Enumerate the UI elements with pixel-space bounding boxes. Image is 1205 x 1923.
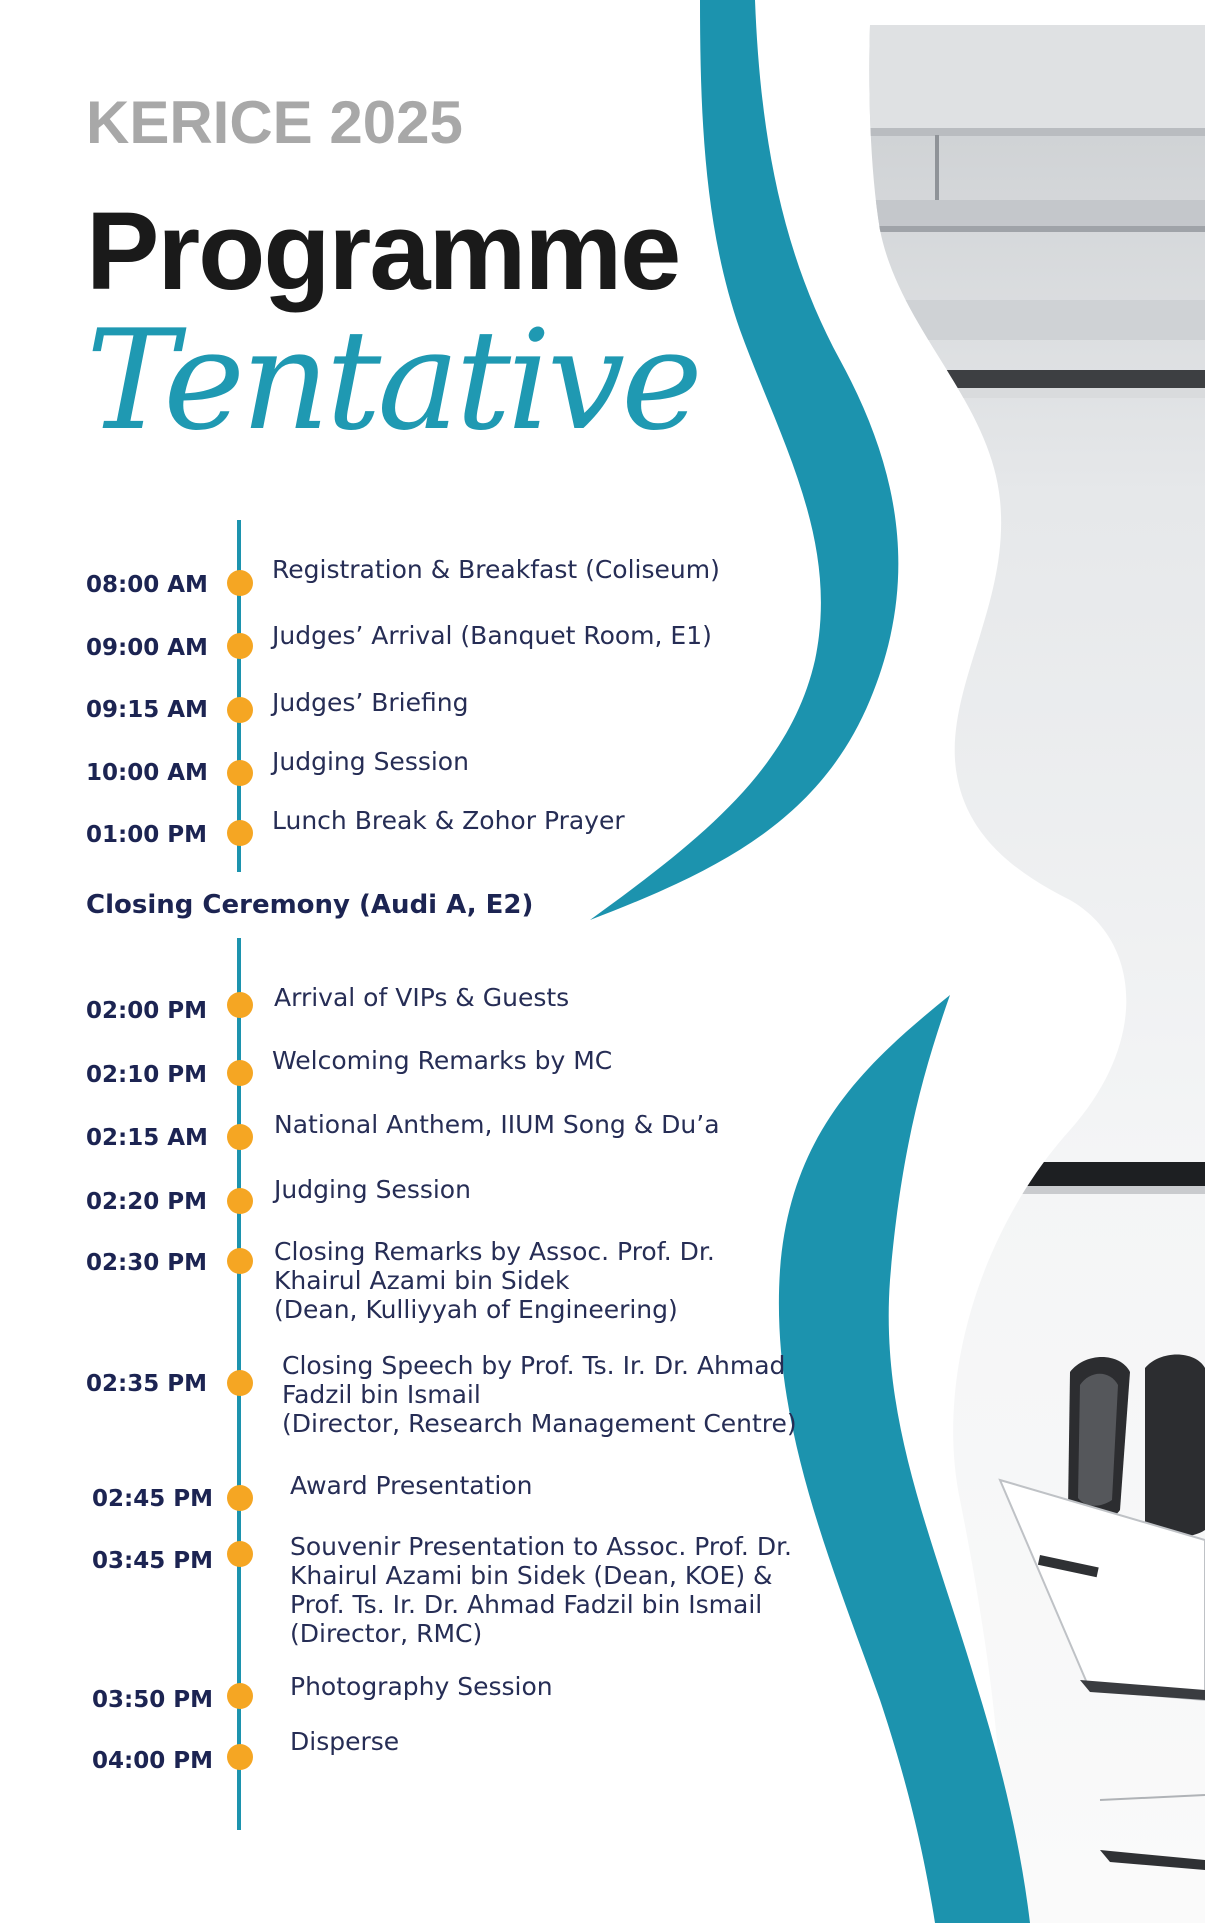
schedule-time: 09:15 AM [86,697,208,723]
timeline-dot-icon [227,1060,253,1086]
schedule-description [282,1351,797,1438]
timeline-dot-icon [227,1541,253,1567]
schedule-description [272,621,712,650]
schedule-description [290,1727,399,1756]
schedule-description [272,1046,612,1075]
schedule-description [274,983,569,1012]
timeline-dot-icon [227,633,253,659]
timeline-dot-icon [227,570,253,596]
schedule-description [272,688,468,717]
schedule-description-line: Welcoming Remarks by MC [272,1046,613,1075]
schedule-time: 10:00 AM [86,760,208,786]
schedule-description-line: Disperse [290,1727,400,1756]
timeline-dot-icon [227,697,253,723]
schedule-description-line: (Director, RMC) [290,1619,483,1648]
page-subtitle: Tentative [86,300,699,461]
schedule-description-line: Lunch Break & Zohor Prayer [272,806,625,835]
schedule-time: 02:10 PM [86,1062,207,1088]
timeline-dot-icon [227,1744,253,1770]
schedule-time: 01:00 PM [86,822,207,848]
timeline-dot-icon [227,820,253,846]
schedule-description-line: Khairul Azami bin Sidek (Dean, KOE) & [290,1561,773,1590]
schedule-description [290,1471,533,1500]
timeline-dot-icon [227,1485,253,1511]
schedule-description [290,1672,553,1701]
schedule-time: 09:00 AM [86,635,208,661]
schedule-time: 08:00 AM [86,572,208,598]
timeline-dot-icon [227,992,253,1018]
schedule-description-line: (Director, Research Management Centre) [282,1409,797,1438]
schedule-description [272,555,720,584]
timeline-dot-icon [227,760,253,786]
timeline-dot-icon [227,1683,253,1709]
schedule-description [274,1237,715,1324]
schedule-description [274,1110,720,1139]
schedule-time: 02:20 PM [86,1189,207,1215]
schedule-description-line: Award Presentation [290,1471,533,1500]
event-name: KERICE 2025 [86,89,463,156]
schedule-time: 03:50 PM [92,1687,213,1713]
schedule-description [290,1532,792,1648]
section-title-closing: Closing Ceremony (Audi A, E2) [86,890,534,920]
schedule-description [274,1175,471,1204]
schedule-description-line: Arrival of VIPs & Guests [274,983,570,1012]
schedule-time: 02:45 PM [92,1486,213,1512]
schedule-description-line: Prof. Ts. Ir. Dr. Ahmad Fadzil bin Ismail [290,1590,763,1619]
schedule-time: 03:45 PM [92,1548,213,1574]
schedule-description-line: National Anthem, IIUM Song & Du’a [274,1110,720,1139]
schedule-time: 02:00 PM [86,998,207,1024]
schedule-description-line: Fadzil bin Ismail [282,1380,481,1409]
schedule-description-line: Khairul Azami bin Sidek [274,1266,570,1295]
schedule-time: 02:35 PM [86,1371,207,1397]
timeline-dot-icon [227,1370,253,1396]
schedule-description-line: (Dean, Kulliyyah of Engineering) [274,1295,678,1324]
schedule-description [272,806,625,835]
schedule-description-line: Closing Remarks by Assoc. Prof. Dr. [274,1237,715,1266]
schedule-time: 02:30 PM [86,1250,207,1276]
schedule-description-line: Judges’ Arrival (Banquet Room, E1) [272,621,712,650]
schedule-description-line: Registration & Breakfast (Coliseum) [272,555,720,584]
timeline-dot-icon [227,1124,253,1150]
schedule-description-line: Souvenir Presentation to Assoc. Prof. Dr. [290,1532,793,1561]
schedule-time: 02:15 AM [86,1125,208,1151]
schedule-time: 04:00 PM [92,1748,213,1774]
schedule-description [272,747,469,776]
schedule-description-line: Judging Session [274,1175,471,1204]
timeline-dot-icon [227,1248,253,1274]
page-title: Programme [86,190,680,313]
schedule-description-line: Closing Speech by Prof. Ts. Ir. Dr. Ahmad [282,1351,786,1380]
schedule-description-line: Photography Session [290,1672,553,1701]
schedule-description-line: Judges’ Briefing [272,688,469,717]
schedule-description-line: Judging Session [272,747,469,776]
timeline-dot-icon [227,1188,253,1214]
